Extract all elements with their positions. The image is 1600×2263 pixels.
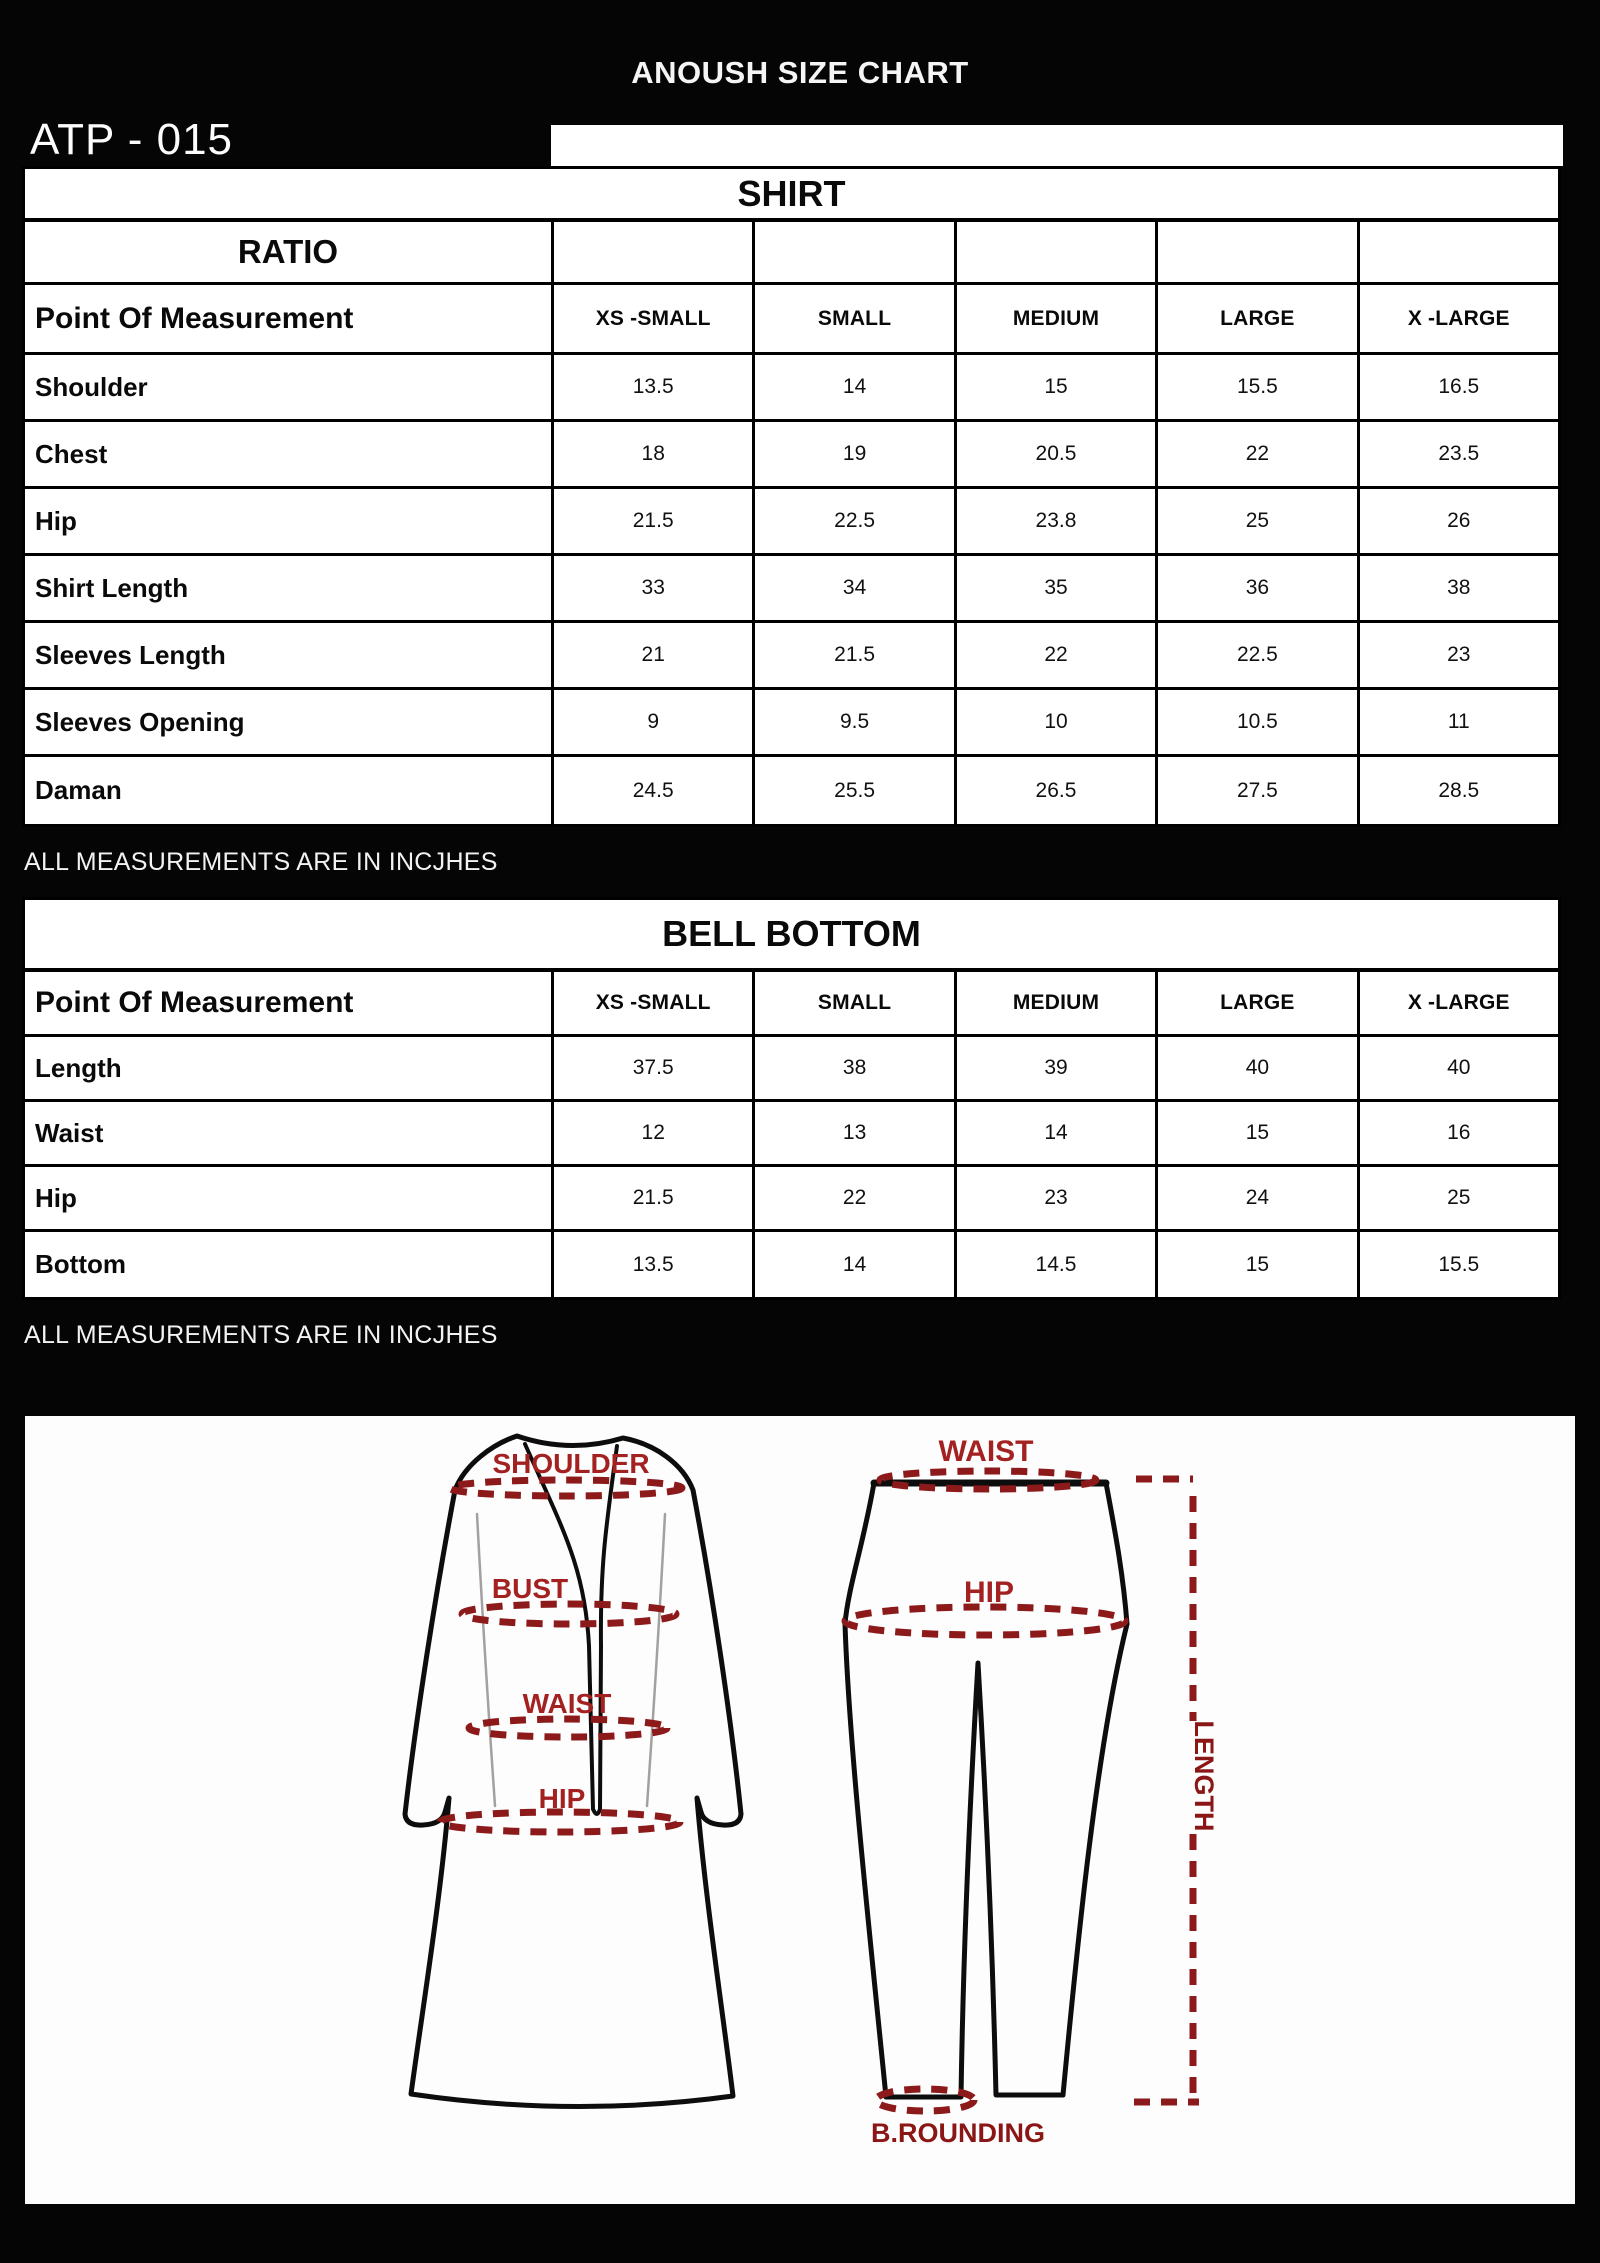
table-row	[25, 757, 1558, 824]
bell-table-title-row	[25, 900, 1558, 972]
table-row	[25, 690, 1558, 757]
ratio-empty-cell	[551, 222, 752, 282]
cell-value: 13	[842, 1121, 867, 1144]
table-row	[25, 422, 1558, 489]
spacer	[0, 1370, 1600, 1416]
cell-value: 10	[1044, 710, 1068, 733]
ratio-empty-cell	[1357, 222, 1558, 282]
cell-value: 21.5	[632, 1186, 674, 1209]
size-header-l: LARGE	[1220, 306, 1295, 330]
cell-value: 21.5	[834, 643, 876, 666]
cell-value: 40	[1447, 1056, 1471, 1079]
cell-value: 39	[1044, 1056, 1068, 1079]
style-code-row	[0, 113, 1600, 166]
size-header-xs: XS -SMALL	[595, 991, 711, 1014]
row-label: Sleeves Opening	[35, 706, 245, 737]
table-row	[25, 355, 1558, 422]
cell-value: 22.5	[834, 509, 876, 532]
table-row	[25, 1102, 1558, 1167]
cell-value: 16.5	[1438, 375, 1480, 398]
cell-value: 37.5	[632, 1056, 674, 1079]
shoulder-label: SHOULDER	[492, 1448, 650, 1479]
garment-diagram	[25, 1416, 1575, 2204]
table-row	[25, 489, 1558, 556]
cell-value: 13.5	[632, 375, 674, 398]
row-label: Daman	[35, 775, 122, 805]
size-header-s: SMALL	[817, 991, 892, 1014]
ratio-empty-cell	[752, 222, 953, 282]
cell-value: 10.5	[1236, 710, 1278, 733]
cell-value: 40	[1245, 1056, 1270, 1079]
table-row	[25, 623, 1558, 690]
cell-value: 25	[1447, 1186, 1471, 1209]
shirt-pom-header: Point Of Measurement	[35, 301, 354, 335]
cell-value: 36	[1245, 576, 1270, 599]
measurement-diagram-panel	[25, 1416, 1575, 2204]
shirt-size-table	[22, 166, 1561, 827]
cell-value: 22	[1044, 643, 1068, 666]
cell-value: 14.5	[1035, 1252, 1077, 1276]
cell-value: 19	[842, 442, 867, 465]
ratio-row	[25, 222, 1558, 285]
cell-value: 22	[842, 1186, 867, 1209]
code-blank-strip	[551, 125, 1563, 166]
table-row	[25, 1167, 1558, 1232]
cell-value: 24	[1245, 1186, 1270, 1209]
cell-value: 23.5	[1438, 442, 1480, 465]
bell-table-title: BELL BOTTOM	[662, 913, 921, 954]
cell-value: 13.5	[632, 1252, 674, 1276]
bell-bottom-size-table	[22, 897, 1561, 1300]
cell-value: 15	[1245, 1252, 1270, 1276]
size-header-m: MEDIUM	[1012, 306, 1100, 330]
row-label: Waist	[35, 1117, 104, 1148]
cell-value: 25	[1245, 509, 1270, 532]
cell-value: 21.5	[632, 509, 674, 532]
row-label: Hip	[35, 1182, 77, 1213]
cell-value: 25.5	[834, 778, 876, 802]
cell-value: 23.8	[1035, 509, 1077, 532]
pants-hip-label: HIP	[963, 1576, 1015, 1609]
cell-value: 38	[842, 1056, 867, 1079]
measurements-note: ALL MEASUREMENTS ARE IN INCJHES	[24, 847, 498, 876]
cell-value: 22	[1245, 442, 1270, 465]
cell-value: 21	[641, 643, 665, 666]
cell-value: 14	[1044, 1121, 1068, 1144]
row-label: Chest	[35, 438, 108, 469]
row-label: Shoulder	[35, 371, 148, 402]
header-bar	[0, 0, 1600, 113]
cell-value: 24.5	[632, 778, 674, 802]
cell-value: 35	[1044, 576, 1068, 599]
cell-value: 15	[1044, 375, 1068, 398]
cell-value: 23	[1044, 1186, 1068, 1209]
cell-value: 15.5	[1438, 1252, 1480, 1276]
shirt-hip-label: HIP	[538, 1783, 586, 1814]
cell-value: 14	[842, 375, 867, 398]
cell-value: 15	[1245, 1121, 1270, 1144]
cell-value: 18	[641, 442, 665, 465]
size-header-s: SMALL	[817, 306, 892, 330]
row-label: Bottom	[35, 1249, 126, 1279]
row-label: Shirt Length	[35, 572, 189, 603]
size-header-m: MEDIUM	[1012, 991, 1100, 1014]
size-header-xl: X -LARGE	[1407, 991, 1510, 1014]
bell-pom-header: Point Of Measurement	[35, 986, 354, 1019]
cell-value: 27.5	[1236, 778, 1278, 802]
page-title: ANOUSH SIZE CHART	[631, 55, 969, 90]
bell-footnote-bar	[0, 1300, 1600, 1370]
row-label: Sleeves Length	[35, 639, 226, 670]
cell-value: 14	[842, 1252, 867, 1276]
cell-value: 28.5	[1438, 778, 1480, 802]
b-rounding-label: B.ROUNDING	[871, 2118, 1045, 2148]
size-header-l: LARGE	[1220, 991, 1295, 1014]
shirt-drawing	[405, 1436, 741, 2107]
cell-value: 38	[1447, 576, 1471, 599]
cell-value: 16	[1447, 1121, 1471, 1144]
row-label: Hip	[35, 505, 77, 536]
bust-label: BUST	[491, 1573, 569, 1604]
size-header-xl: X -LARGE	[1407, 306, 1510, 330]
pants-waist-label: WAIST	[938, 1435, 1034, 1468]
cell-value: 26	[1447, 509, 1471, 532]
cell-value: 12	[641, 1121, 665, 1144]
style-code: ATP - 015	[30, 115, 234, 164]
cell-value: 33	[641, 576, 665, 599]
bottom-bar	[0, 2204, 1600, 2224]
cell-value: 15.5	[1236, 375, 1278, 398]
shirt-waist-label: WAIST	[522, 1688, 612, 1719]
ratio-empty-cell	[1155, 222, 1356, 282]
cell-value: 9.5	[839, 710, 870, 733]
shirt-table-title-row	[25, 169, 1558, 222]
cell-value: 23	[1447, 643, 1471, 666]
length-label: LENGTH	[1189, 1720, 1219, 1832]
cell-value: 11	[1447, 710, 1470, 733]
shirt-header-row	[25, 285, 1558, 355]
shirt-table-title: SHIRT	[737, 172, 846, 214]
cell-value: 34	[842, 576, 867, 599]
cell-value: 22.5	[1236, 643, 1278, 666]
table-row	[25, 1037, 1558, 1102]
row-label: Length	[35, 1052, 122, 1083]
shirt-footnote-bar	[0, 827, 1600, 897]
ratio-label: RATIO	[237, 233, 339, 270]
cell-value: 9	[647, 710, 660, 733]
bell-header-row	[25, 972, 1558, 1037]
cell-value: 20.5	[1035, 442, 1077, 465]
table-row	[25, 1232, 1558, 1297]
table-row	[25, 556, 1558, 623]
ratio-empty-cell	[954, 222, 1155, 282]
cell-value: 26.5	[1035, 778, 1077, 802]
size-header-xs: XS -SMALL	[595, 306, 711, 330]
measurements-note: ALL MEASUREMENTS ARE IN INCJHES	[24, 1320, 498, 1349]
